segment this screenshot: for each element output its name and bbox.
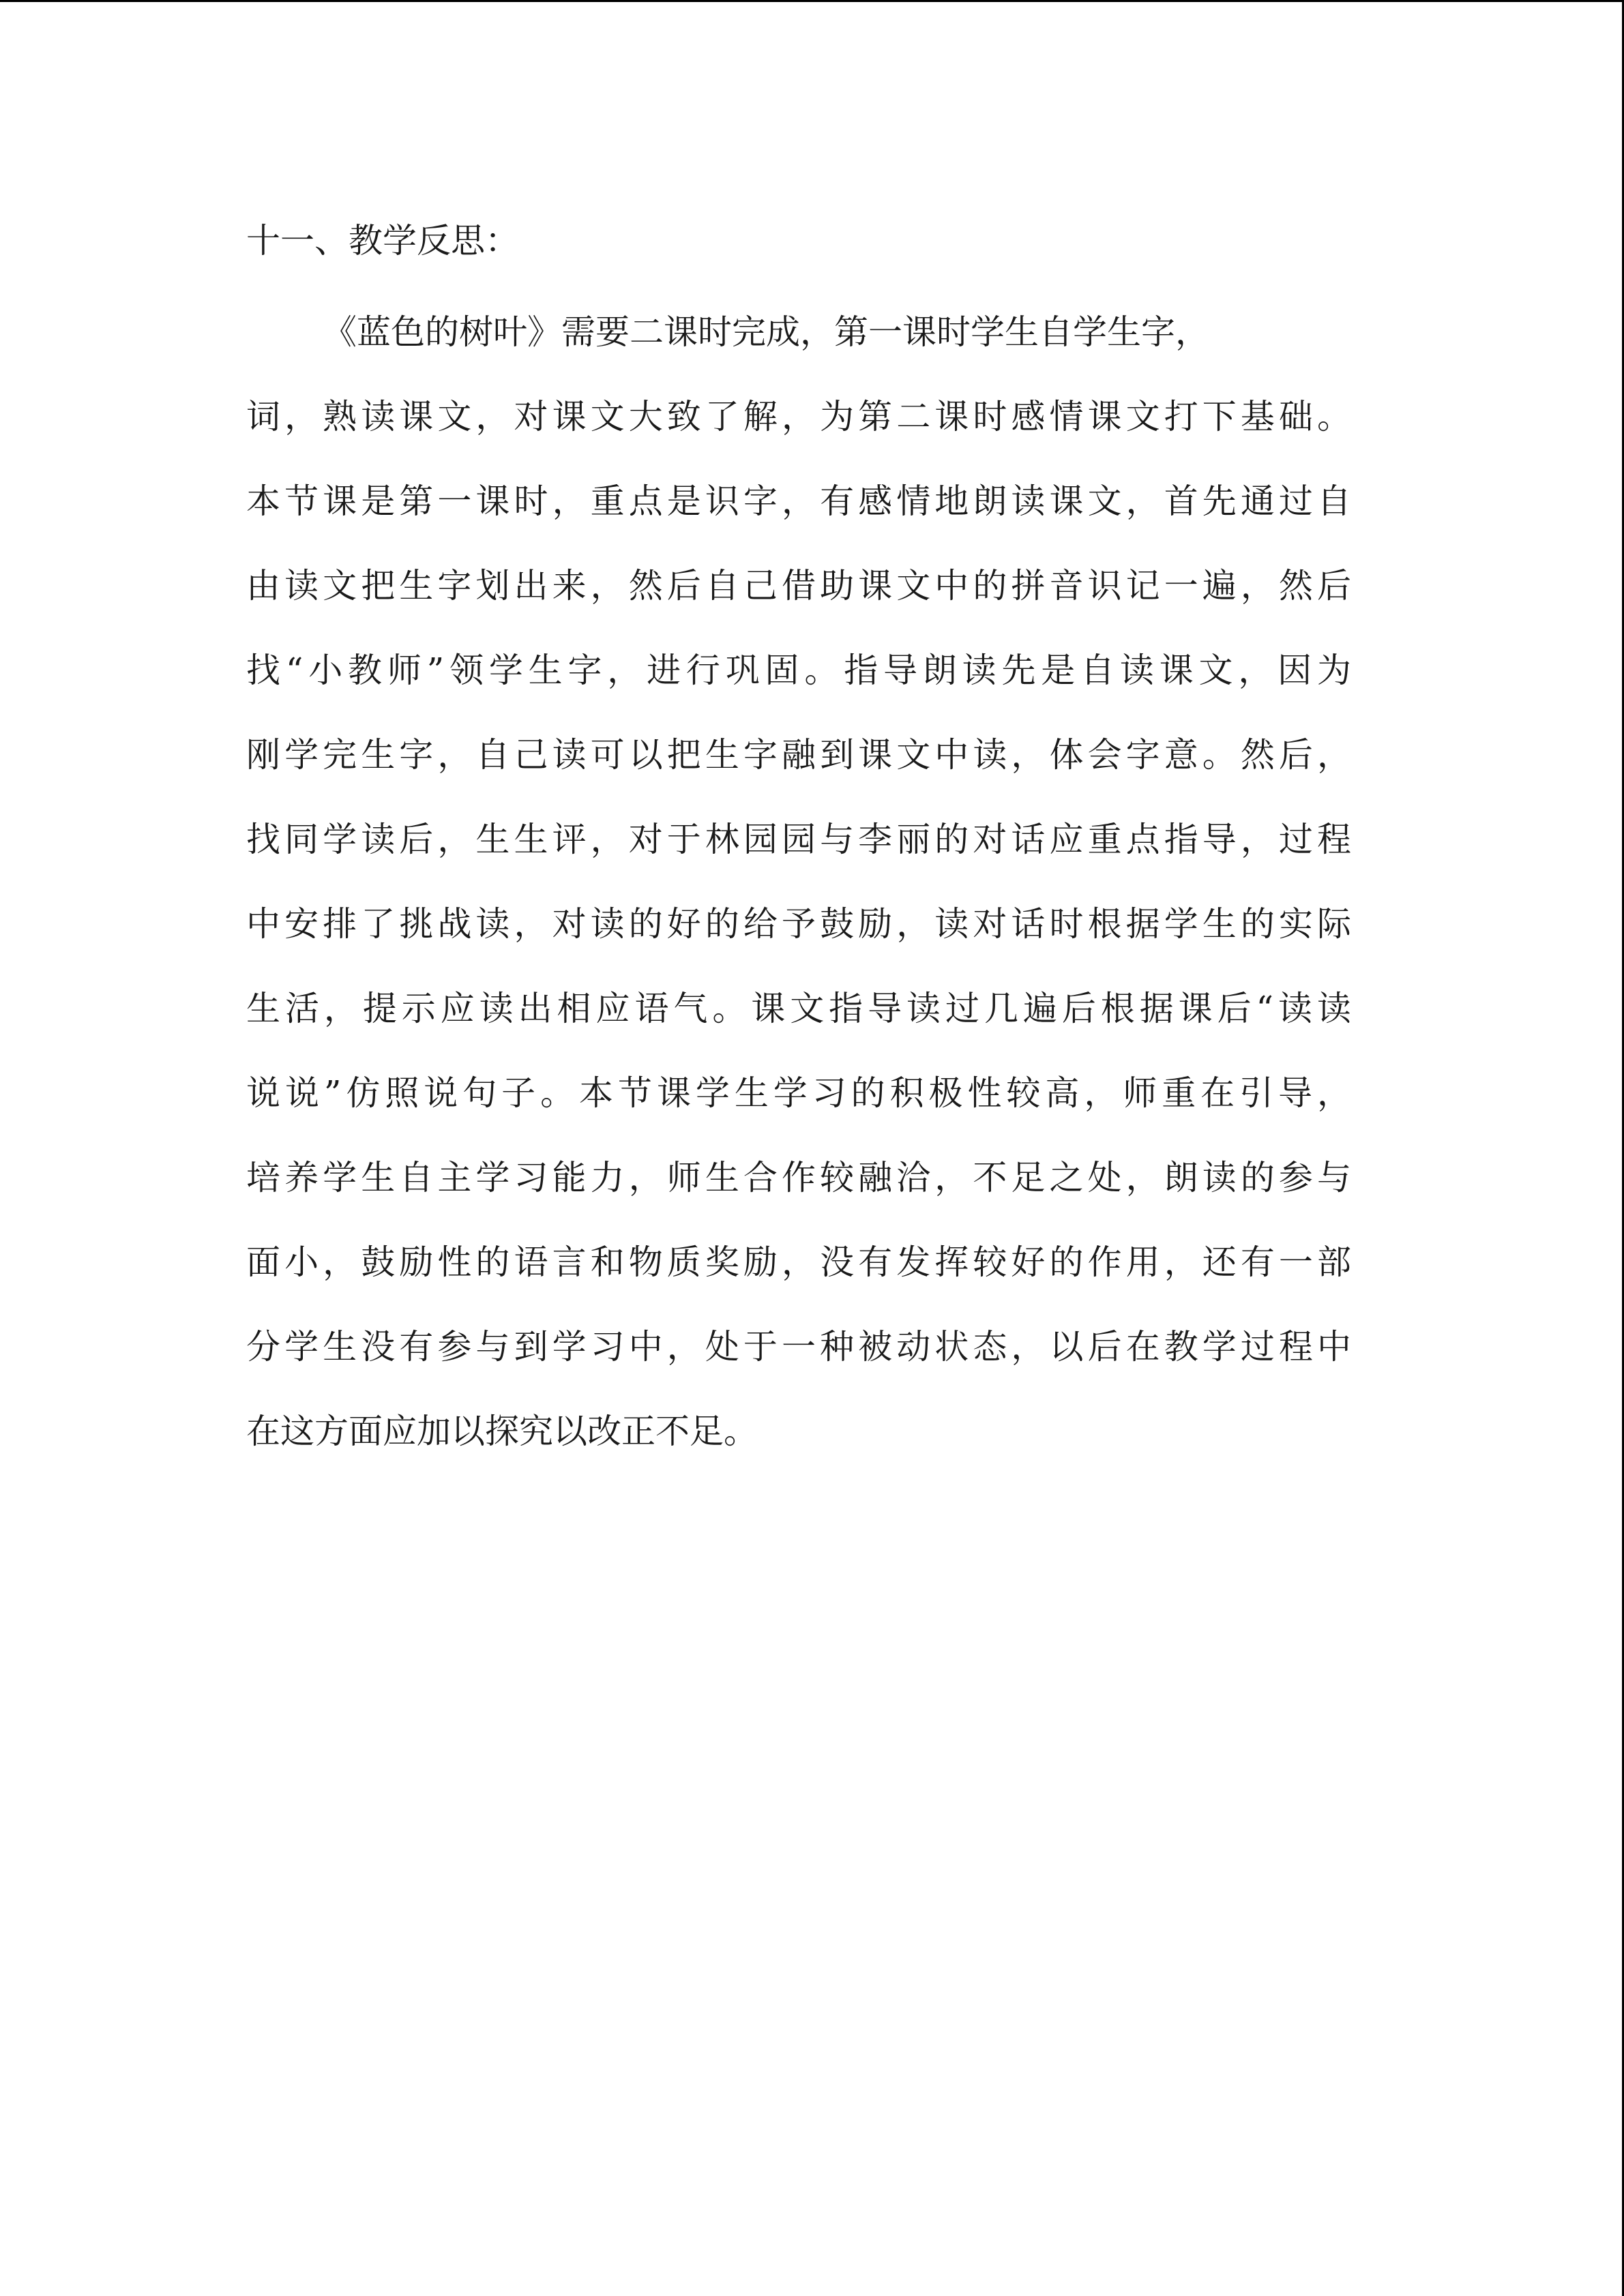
paragraph-line: 说说”仿照说句子。本节课学生学习的积极性较高，师重在引导， — [246, 1073, 1351, 1113]
document-body — [246, 207, 1351, 1474]
paragraph-line: 刚学完生字，自己读可以把生字融到课文中读，体会字意。然后， — [246, 735, 1351, 775]
paragraph-line: 词，熟读课文，对课文大致了解，为第二课时感情课文打下基础。 — [246, 397, 1351, 436]
section-heading: 十一、教学反思： — [246, 221, 519, 260]
paragraph-line: 培养学生自主学习能力，师生合作较融洽，不足之处，朗读的参与 — [246, 1158, 1351, 1197]
paragraph-line: 分学生没有参与到学习中，处于一种被动状态，以后在教学过程中 — [246, 1327, 1351, 1367]
reflection-paragraph — [246, 290, 1351, 1474]
paragraph-line: 由读文把生字划出来，然后自己借助课文中的拼音识记一遍，然后 — [246, 566, 1351, 606]
paragraph-line: 本节课是第一课时，重点是识字，有感情地朗读课文，首先通过自 — [246, 481, 1351, 521]
paragraph-line: 生活，提示应读出相应语气。课文指导读过几遍后根据课后“读读 — [246, 989, 1351, 1028]
paragraph-line: 在这方面应加以探究以改正不足。 — [246, 1412, 758, 1451]
paragraph-line: 中安排了挑战读，对读的好的给予鼓励，读对话时根据学生的实际 — [246, 904, 1351, 944]
paragraph-line: 找同学读后，生生评，对于林园园与李丽的对话应重点指导，过程 — [246, 820, 1351, 859]
paragraph-line: 找“小教师”领学生字，进行巩固。指导朗读先是自读课文，因为 — [246, 651, 1351, 690]
paragraph-line: 面小，鼓励性的语言和物质奖励，没有发挥较好的作用，还有一部 — [246, 1242, 1351, 1282]
paragraph-line: 《蓝色的树叶》需要二课时完成，第一课时学生自学生字， — [323, 312, 1209, 352]
